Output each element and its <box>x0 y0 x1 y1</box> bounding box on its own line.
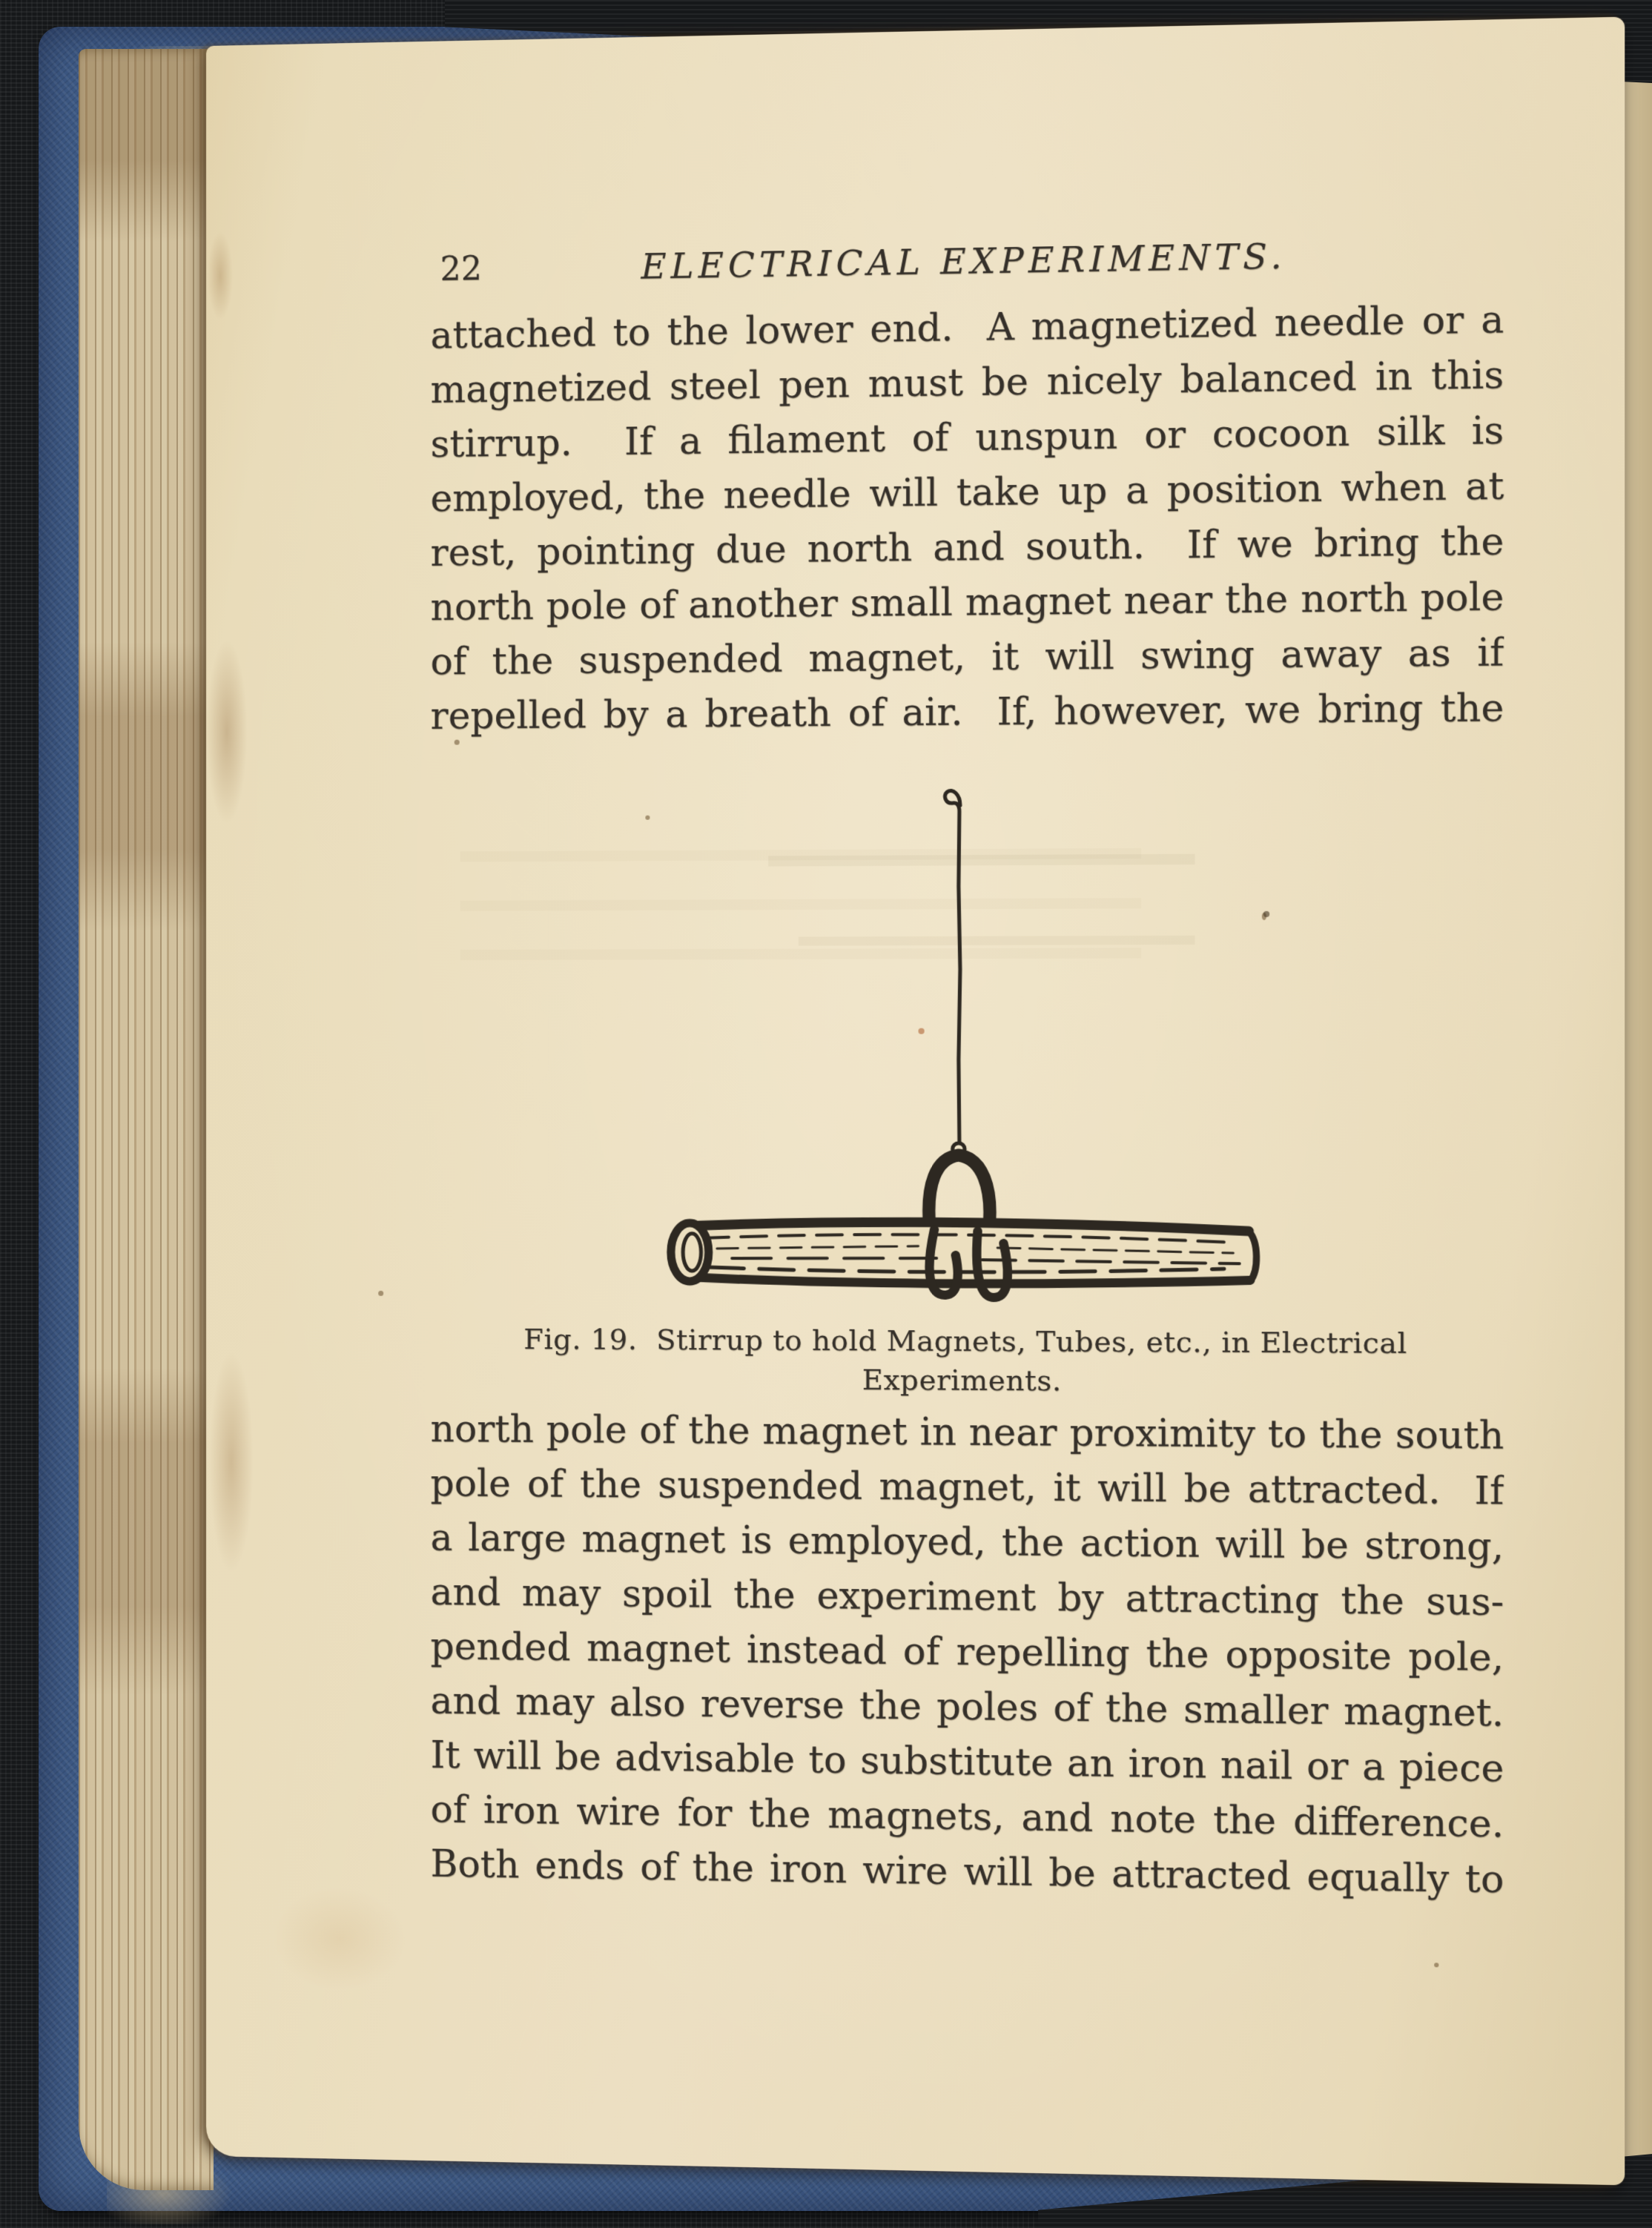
text-line: It will be advisable to substitute an iron nail or a piece <box>430 1733 1504 1791</box>
page-header <box>430 229 1504 293</box>
page-edges-stack <box>79 49 214 2190</box>
text-line: rest, pointing due north and south. If we bring the <box>430 519 1504 575</box>
book-page <box>206 17 1625 2186</box>
stain <box>273 1885 406 1991</box>
stirrup-figure-illustration <box>640 764 1295 1309</box>
running-header-title: ELECTRICAL EXPERIMENTS. <box>641 235 1286 287</box>
text-line: north pole of another small magnet near the north pole <box>430 575 1504 629</box>
text-line: attached to the lower end. A magnetized needle or a <box>430 297 1504 357</box>
speck <box>378 1291 383 1296</box>
paragraph-2 <box>430 1402 1504 1908</box>
text-line: pole of the suspended magnet, it will be attracted. If <box>430 1461 1504 1513</box>
paragraph-1 <box>430 292 1504 744</box>
text-line: magnetized steel pen must be nicely balanced in this <box>430 353 1504 411</box>
text-line: stirrup. If a filament of unspun or cocoon silk is <box>430 408 1504 466</box>
show-through-streak <box>799 936 1195 946</box>
text-line: Both ends of the iron wire will be attracted equally to <box>430 1842 1504 1902</box>
text-line: north pole of the magnet in near proximity to the south <box>430 1406 1504 1458</box>
figure-caption: Fig. 19. Stirrup to hold Magnets, Tubes, etc., in Electrical Experiments. <box>523 1322 1417 1398</box>
tube-left-opening <box>671 1223 709 1281</box>
text-line: a large magnet is employed, the action will be strong, <box>430 1515 1504 1569</box>
text-line: of iron wire for the magnets, and note the difference. <box>430 1788 1504 1846</box>
ink-speck <box>1263 911 1269 917</box>
speck <box>1434 1963 1438 1967</box>
stirrup-wire <box>929 1155 990 1229</box>
stain <box>209 1351 254 1574</box>
text-line: repelled by a breath of air. If, however, we bring the <box>430 686 1504 738</box>
stain <box>208 231 233 320</box>
suspension-thread <box>945 790 960 1142</box>
text-line: and may also reverse the poles of the smaller magnet. <box>430 1679 1504 1736</box>
text-line: and may spoil the experiment by attracting the sus- <box>430 1570 1504 1624</box>
page-number: 22 <box>440 249 482 289</box>
text-line: of the suspended magnet, it will swing away as if <box>430 630 1504 684</box>
text-line: employed, the needle will take up a position when at <box>430 463 1504 520</box>
text-line: pended magnet instead of repelling the opposite pole, <box>430 1624 1504 1680</box>
rust-speck <box>918 1028 924 1034</box>
show-through-streak <box>768 854 1195 867</box>
stain <box>206 638 248 824</box>
